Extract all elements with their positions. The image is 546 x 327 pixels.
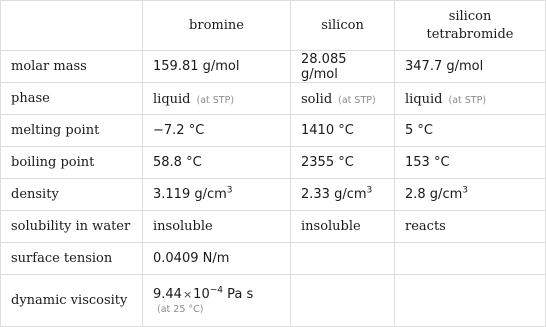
table-row xyxy=(1,243,546,275)
cell-phase xyxy=(143,83,291,115)
density-exponent: 3 xyxy=(366,185,373,196)
cell-value: 159.81 g/mol xyxy=(143,51,291,83)
times-sign: × xyxy=(182,287,193,301)
cell-density xyxy=(395,179,546,211)
row-label-boiling-point: boiling point xyxy=(1,147,143,179)
cell-value: insoluble xyxy=(291,211,395,243)
cell-value: 58.8 °C xyxy=(143,147,291,179)
table-row xyxy=(1,211,546,243)
cell-value: 1410 °C xyxy=(291,115,395,147)
cell-value: 153 °C xyxy=(395,147,546,179)
cell-dynamic-viscosity xyxy=(143,275,291,327)
table-row xyxy=(1,115,546,147)
row-label-molar-mass: molar mass xyxy=(1,51,143,83)
phase-value: liquid xyxy=(153,91,191,107)
row-label-melting-point: melting point xyxy=(1,115,143,147)
phase-note: (at STP) xyxy=(196,94,235,106)
cell-empty xyxy=(291,275,395,327)
cell-value: −7.2 °C xyxy=(143,115,291,147)
header-row xyxy=(1,1,546,51)
table-row xyxy=(1,275,546,327)
density-exponent: 3 xyxy=(462,185,468,196)
density-value: 2.33 g/cm xyxy=(301,187,367,202)
cell-value: 2355 °C xyxy=(291,147,395,179)
row-label-dynamic-viscosity: dynamic viscosity xyxy=(1,275,143,327)
cell-density xyxy=(291,179,395,211)
cell-value: 347.7 g/mol xyxy=(395,51,546,83)
phase-value: liquid xyxy=(405,91,443,107)
cell-density xyxy=(143,179,291,211)
column-header-label: silicon tetrabromide xyxy=(426,8,514,42)
density-value: 3.119 g/cm xyxy=(153,187,227,202)
column-header-bromine: bromine xyxy=(143,1,291,51)
density-value: 2.8 g/cm xyxy=(405,187,463,202)
phase-note: (at STP) xyxy=(448,94,487,106)
cell-value: 5 °C xyxy=(395,115,546,147)
cell-phase xyxy=(395,83,546,115)
viscosity-unit: Pa s xyxy=(227,286,254,302)
row-label-phase: phase xyxy=(1,83,143,115)
viscosity-exponent: −4 xyxy=(209,285,223,296)
density-exponent: 3 xyxy=(226,185,233,196)
cell-value: 0.0409 N/m xyxy=(143,243,291,275)
cell-empty xyxy=(291,243,395,275)
cell-value: reacts xyxy=(395,211,546,243)
viscosity-base: 10 xyxy=(193,286,210,302)
viscosity-mantissa: 9.44 xyxy=(153,286,182,302)
cell-empty xyxy=(395,275,546,327)
row-label-density: density xyxy=(1,179,143,211)
column-header-silicon-tetrabromide xyxy=(395,1,546,51)
cell-phase xyxy=(291,83,395,115)
header-corner-cell xyxy=(1,1,143,51)
row-label-solubility-in-water: solubility in water xyxy=(1,211,143,243)
column-header-silicon: silicon xyxy=(291,1,395,51)
viscosity-note: (at 25 °C) xyxy=(157,303,204,315)
phase-note: (at STP) xyxy=(338,94,376,106)
table-row xyxy=(1,51,546,83)
row-label-surface-tension: surface tension xyxy=(1,243,143,275)
table-row xyxy=(1,179,546,211)
cell-empty xyxy=(395,243,546,275)
table-row xyxy=(1,147,546,179)
phase-value: solid xyxy=(301,91,333,107)
table-row xyxy=(1,83,546,115)
cell-value: 28.085 g/mol xyxy=(291,51,395,83)
cell-value: insoluble xyxy=(143,211,291,243)
